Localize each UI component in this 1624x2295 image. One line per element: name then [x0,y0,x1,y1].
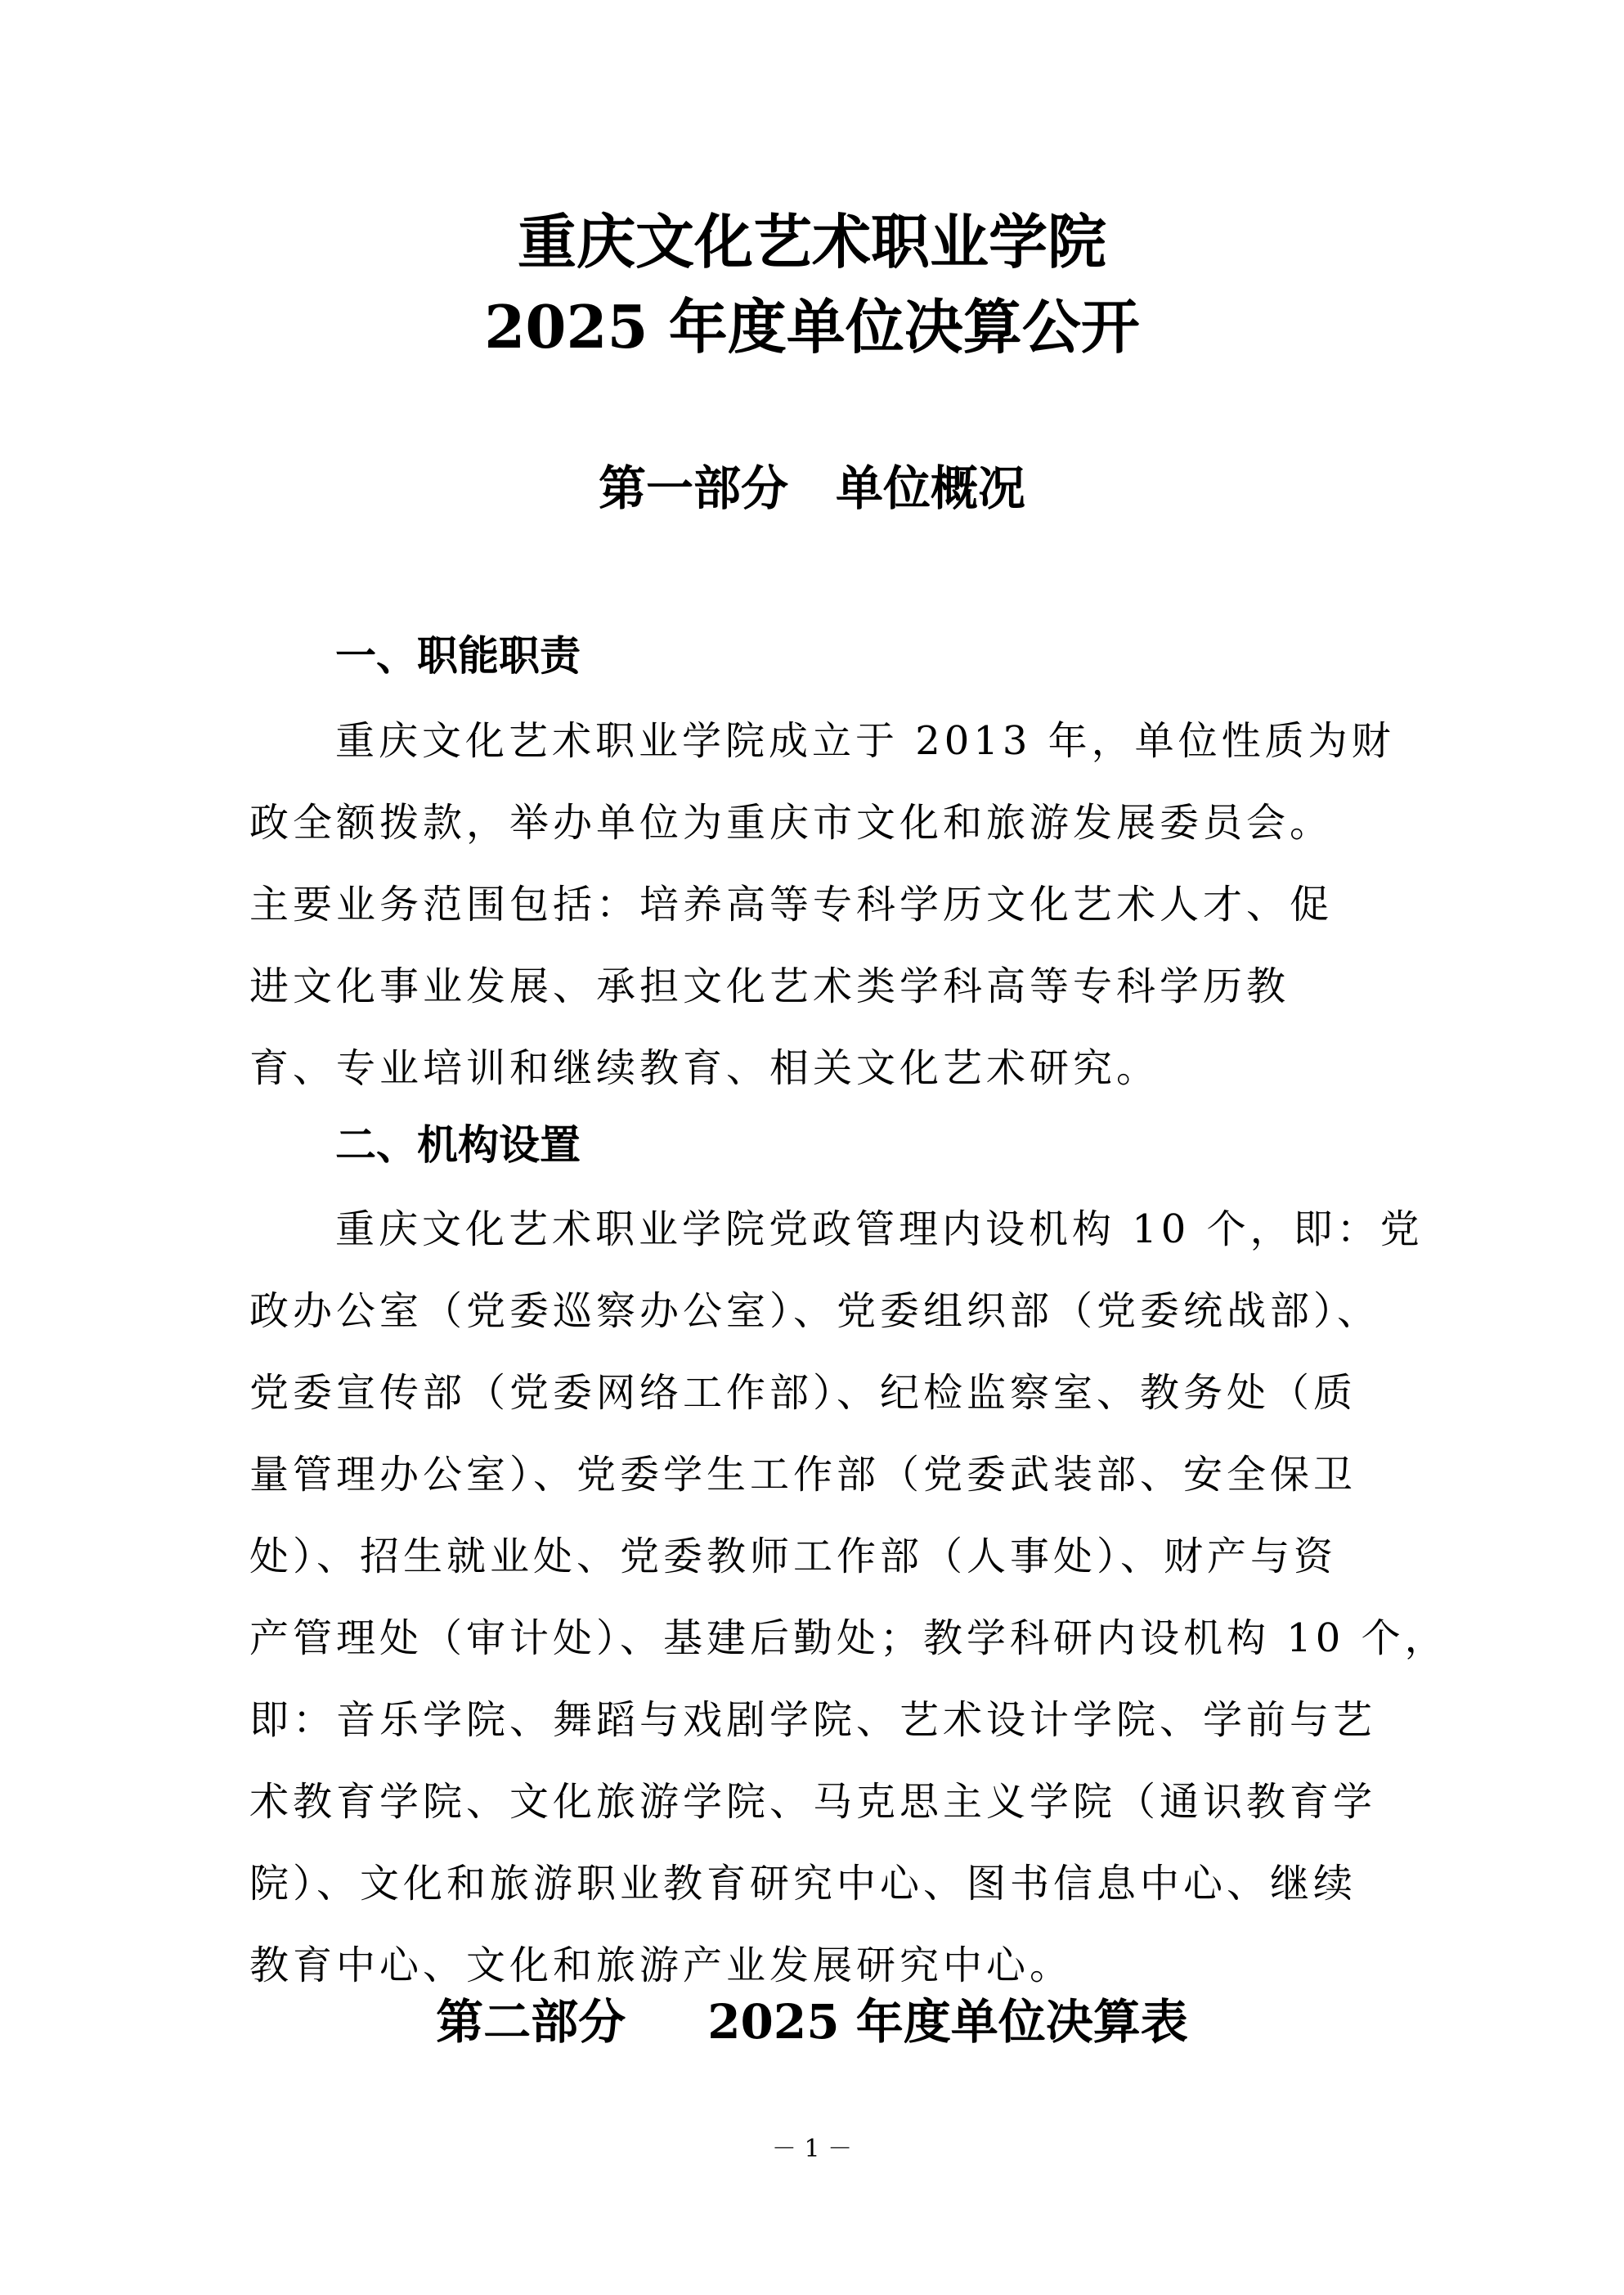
page-number: － 1 － [771,2135,853,2163]
section-two-paragraph [249,1188,1448,2006]
paragraph-line: 党委宣传部（党委网络工作部）、纪检监察室、教务处（质 [249,1370,1357,1416]
paragraph-line: 处）、招生就业处、党委教师工作部（人事处）、财产与资 [249,1534,1338,1579]
paragraph-line: 进文化事业发展、承担文化艺术类学科高等专科学历教 [249,963,1290,1009]
paragraph-line: 政办公室（党委巡察办公室）、党委组织部（党委统战部）、 [249,1288,1381,1334]
paragraph-line: 主要业务范围包括：培养高等专科学历文化艺术人才、促 [249,882,1334,927]
paragraph-line: 重庆文化艺术职业学院党政管理内设机构 10 个，即：党 [335,1206,1424,1252]
paragraph-line: 量管理办公室）、党委学生工作部（党委武装部、安全保卫 [249,1452,1357,1498]
document-title-line-1: 重庆文化艺术职业学院 [517,207,1106,276]
part-one-name: 单位概况 [836,460,1026,516]
section-one-paragraph [249,700,1394,1109]
section-one-heading: 一、职能职责 [335,631,581,680]
part-two-name: 2025 年度单位决算表 [707,1994,1188,2050]
part-one-label: 第一部分 [598,460,788,516]
part-one-heading [0,456,1624,521]
paragraph-line: 即：音乐学院、舞蹈与戏剧学院、艺术设计学院、学前与艺 [249,1697,1377,1743]
paragraph-line: 重庆文化艺术职业学院成立于 2013 年，单位性质为财 [335,718,1395,764]
paragraph-line: 教育中心、文化和旅游产业发展研究中心。 [249,1942,1074,1988]
paragraph-line: 育、专业培训和继续教育、相关文化艺术研究。 [249,1045,1160,1091]
paragraph-line: 政全额拨款，举办单位为重庆市文化和旅游发展委员会。 [249,800,1334,846]
section-two-heading: 二、机构设置 [335,1121,581,1169]
paragraph-line: 产管理处（审计处）、基建后勤处；教学科研内设机构 10 个， [249,1615,1448,1661]
document-title-line-2: 2025 年度单位决算公开 [484,292,1140,362]
part-two-label: 第二部分 [436,1994,626,2050]
part-two-heading [0,1989,1624,2055]
paragraph-line: 院）、文化和旅游职业教育研究中心、图书信息中心、继续 [249,1861,1357,1907]
paragraph-line: 术教育学院、文化旅游学院、马克思主义学院（通识教育学 [249,1779,1377,1825]
